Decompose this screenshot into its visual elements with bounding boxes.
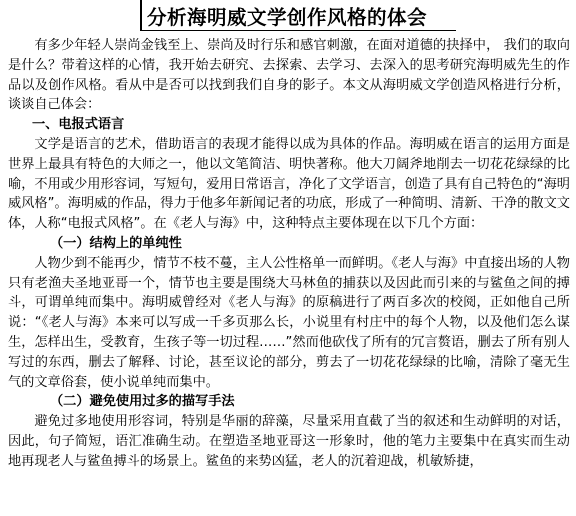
title-left-rule [140,0,142,30]
document-body [8,36,570,472]
section1-paragraph: 文学是语言的艺术，借助语言的表现才能得以成为具体的作品。海明威在语言的运用方面是世界上最具有特色的大师之一，他以文笔简洁、明快著称。他大刀阔斧地削去一切花花绿绿的比喻，不用或少用形容词，写短句，爱用日常语言，净化了文学语言，创造了具有自己特色的“海明威风格”。海明威的作品，得力于他多年新闻记者的功底，形成了一种简明、清新、干净的散文文体，人称“电报式风格”。在《老人与海》中，这种特点主要体现在以下几个方面： [8,136,570,232]
subsection-heading-structure: （一）结构上的单纯性 [50,235,182,251]
section-heading-telegraphic-language: 一、电报式语言 [32,117,125,133]
subsection2-paragraph: 避免过多地使用形容词，特别是华丽的辞藻，尽量采用直截了当的叙述和生动鲜明的对话，因此，句子简短，语汇准确生动。在塑造圣地亚哥这一形象时，他的笔力主要集中在真实而生动地再现老人与鲨鱼搏斗的场景上。鲨鱼的来势凶猛，老人的沉着迎战，机敏矫捷， [8,414,570,469]
subsection-heading-description: （二）避免使用过多的描写手法 [50,394,235,410]
title-block [0,0,576,33]
document-title: 分析海明威文学创作风格的体会 [147,6,428,29]
subsection1-paragraph: 人物少到不能再少，情节不枝不蔓，主人公性格单一而鲜明。《老人与海》中直接出场的人物只有老渔夫圣地亚哥一个，情节也主要是围绕大马林鱼的捕获以及因此而引来的与鲨鱼之间的搏斗，可谓单纯而集中。海明威曾经对《老人与海》的原稿进行了两百多次的校阅，正如他自己所说：“《老人与海》本来可以写成一千多页那么长，小说里有村庄中的每个人物，以及他们怎么谋生，怎样出生，受教育，生孩子等一切过程……”然而他砍伐了所有的冗言赘语，删去了所有别人写过的东西，删去了解释、讨论，甚至议论的部分，剪去了一切花花绿绿的比喻，清除了毫无生气的文章俗套，使小说单纯而集中。 [8,255,570,390]
title-underline [140,30,456,31]
intro-paragraph: 有多少年轻人崇尚金钱至上、崇尚及时行乐和感官刺激，在面对道德的抉择中， 我们的取向是什么？带着这样的心情，我开始去研究、去探索、去学习、去深入的思考研究海明威先生的作品以及创作风格。看从中是否可以找到我们自身的影子。本文从海明威文学创造风格进行分析，谈谈自己体会： [8,38,570,113]
